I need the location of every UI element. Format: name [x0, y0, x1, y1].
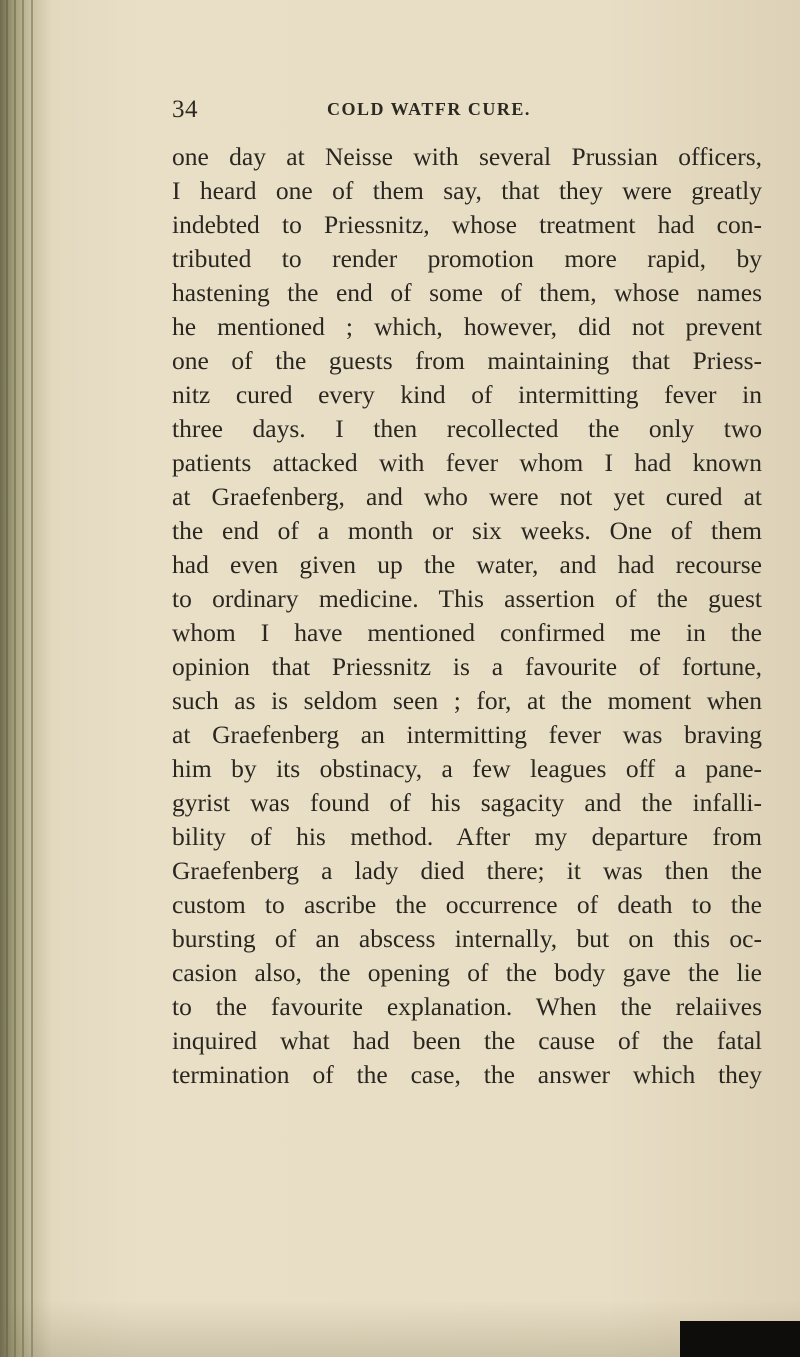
text-line: patients attacked with fever whom I had known: [172, 448, 762, 477]
scan-corner-block: [680, 1321, 800, 1357]
text-line: to ordinary medicine. This assertion of the guest: [172, 584, 762, 613]
page-header: [0, 96, 800, 136]
text-line: tributed to render promotion more rapid, by: [172, 244, 762, 273]
text-line: one of the guests from maintaining that Priess-: [172, 346, 762, 375]
text-line: one day at Neisse with several Prussian officers,: [172, 142, 762, 171]
text-line: to the favourite explanation. When the relaiives: [172, 992, 762, 1021]
text-line: bursting of an abscess internally, but on this oc-: [172, 924, 762, 953]
gutter-line: [22, 0, 24, 1357]
text-line: opinion that Priessnitz is a favourite of fortune,: [172, 652, 762, 681]
text-line: hastening the end of some of them, whose names: [172, 278, 762, 307]
text-line: custom to ascribe the occurrence of death to the: [172, 890, 762, 919]
text-line: the end of a month or six weeks. One of them: [172, 516, 762, 545]
text-line: had even given up the water, and had recourse: [172, 550, 762, 579]
text-line: him by its obstinacy, a few leagues off a pane-: [172, 754, 762, 783]
text-line: three days. I then recollected the only two: [172, 414, 762, 443]
text-line: inquired what had been the cause of the fatal: [172, 1026, 762, 1055]
text-line: termination of the case, the answer which they: [172, 1060, 762, 1089]
text-line: gyrist was found of his sagacity and the infalli-: [172, 788, 762, 817]
text-line: he mentioned ; which, however, did not prevent: [172, 312, 762, 341]
text-line: Graefenberg a lady died there; it was then the: [172, 856, 762, 885]
page-number: 34: [172, 96, 198, 123]
running-title: COLD WATFR CURE.: [327, 99, 531, 119]
text-line: bility of his method. After my departure from: [172, 822, 762, 851]
text-line: casion also, the opening of the body gave the lie: [172, 958, 762, 987]
gutter-line: [14, 0, 16, 1357]
text-line: at Graefenberg an intermitting fever was braving: [172, 720, 762, 749]
gutter-line: [31, 0, 33, 1357]
body-text: [172, 140, 762, 1092]
text-line: such as is seldom seen ; for, at the moment when: [172, 686, 762, 715]
text-line: at Graefenberg, and who were not yet cured at: [172, 482, 762, 511]
text-line: nitz cured every kind of intermitting fever in: [172, 380, 762, 409]
gutter-line: [6, 0, 8, 1357]
text-line: whom I have mentioned confirmed me in the: [172, 618, 762, 647]
text-line: indebted to Priessnitz, whose treatment had con-: [172, 210, 762, 239]
text-line: I heard one of them say, that they were greatly: [172, 176, 762, 205]
